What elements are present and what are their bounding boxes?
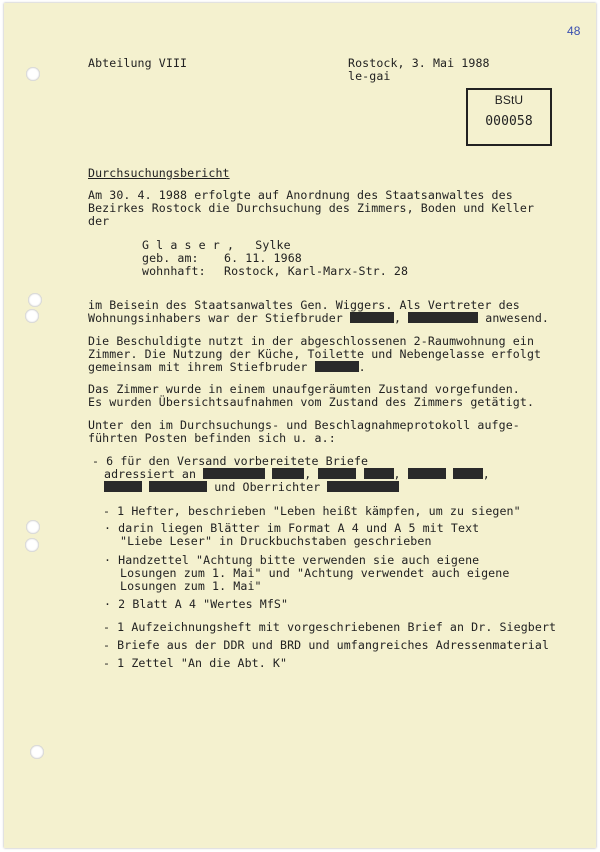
- redaction-block: [350, 312, 394, 323]
- para1-text: anwesend.: [485, 311, 549, 325]
- item3: - 1 Aufzeichnungsheft mit vorgeschriebenen Brief an Dr. Siegbert: [103, 620, 557, 634]
- redaction-block: [408, 312, 478, 323]
- redaction-block: [203, 468, 265, 479]
- stamp-number: 000058: [485, 114, 533, 129]
- item5: - 1 Zettel "An die Abt. K": [103, 656, 288, 670]
- punch-hole: [26, 67, 40, 81]
- page-number: 48: [567, 24, 581, 38]
- address-value: Rostock, Karl-Marx-Str. 28: [224, 264, 409, 278]
- redaction-block: [327, 481, 399, 492]
- para3-line-2: Es wurden Übersichtsaufnahmen vom Zustand des Zimmers getätigt.: [88, 395, 535, 409]
- stamp-label: BStU: [494, 93, 524, 107]
- item2-sub1-line-1: · darin liegen Blätter im Format A 4 und A 5 mit Text: [104, 521, 480, 535]
- person-name: G l a s e r , Sylke: [142, 238, 291, 252]
- place-date: Rostock, 3. Mai 1988: [348, 56, 490, 70]
- bstu-stamp: [466, 88, 552, 146]
- item2-sub3: · 2 Blatt A 4 "Wertes MfS": [104, 597, 289, 611]
- punch-hole: [30, 745, 44, 759]
- item1-line-1: - 6 für den Versand vorbereitete Briefe: [92, 454, 369, 468]
- para2-text: gemeinsam mit ihrem Stiefbruder: [88, 360, 308, 374]
- reference-code: le-gai: [348, 69, 391, 83]
- redaction-block: [272, 468, 304, 479]
- born-label: geb. am:: [142, 251, 199, 265]
- document-page: [4, 3, 596, 848]
- intro-line-1: Am 30. 4. 1988 erfolgte auf Anordnung des Staatsanwaltes des: [88, 188, 513, 202]
- redaction-block: [315, 361, 359, 372]
- para1-text: Wohnungsinhabers war der Stiefbruder: [88, 311, 343, 325]
- redaction-block: [149, 481, 207, 492]
- redaction-block: [364, 468, 394, 479]
- item2-sub1-line-2: "Liebe Leser" in Druckbuchstaben geschrieben: [120, 534, 432, 548]
- comma: ,: [393, 311, 402, 325]
- redaction-block: [408, 468, 446, 479]
- comma: ,: [393, 467, 401, 481]
- punch-hole: [28, 293, 42, 307]
- punch-hole: [25, 538, 39, 552]
- item1-text: adressiert an: [104, 467, 197, 481]
- intro-line-3: der: [88, 214, 110, 228]
- para1-line-1: im Beisein des Staatsanwaltes Gen. Wiggers. Als Vertreter des: [88, 298, 520, 312]
- item2-sub2-line-1: · Handzettel "Achtung bitte verwenden sie auch eigene: [104, 553, 480, 567]
- document-title: Durchsuchungsbericht: [88, 166, 230, 180]
- born-value: 6. 11. 1968: [224, 251, 302, 265]
- para1-line-2: [88, 312, 549, 325]
- item1-line-3: [104, 481, 399, 494]
- item2-sub2-line-2: Losungen zum 1. Mai" und "Achtung verwendet auch eigene: [120, 566, 510, 580]
- comma: ,: [482, 467, 490, 481]
- para3-line-1: Das Zimmer wurde in einem unaufgeräumten Zustand vorgefunden.: [88, 382, 520, 396]
- comma: ,: [304, 467, 312, 481]
- item2-line-1: - 1 Hefter, beschrieben "Leben heißt kämpfen, um zu siegen": [103, 504, 521, 518]
- punch-hole: [25, 309, 39, 323]
- redaction-block: [453, 468, 483, 479]
- redaction-block: [318, 468, 356, 479]
- para2-line-2: Zimmer. Die Nutzung der Küche, Toilette und Nebengelasse erfolgt: [88, 347, 542, 361]
- intro-line-2: Bezirkes Rostock die Durchsuchung des Zimmers, Boden und Keller: [88, 201, 535, 215]
- para2-line-3: [88, 361, 366, 374]
- redaction-block: [104, 481, 142, 492]
- para4-line-2: führten Posten befinden sich u. a.:: [88, 431, 336, 445]
- item2-sub2-line-3: Losungen zum 1. Mai": [120, 579, 262, 593]
- period: .: [358, 360, 366, 374]
- address-label: wohnhaft:: [142, 264, 206, 278]
- para4-line-1: Unter den im Durchsuchungs- und Beschlagnahmeprotokoll aufge-: [88, 418, 520, 432]
- punch-hole: [26, 520, 40, 534]
- item4: - Briefe aus der DDR und BRD und umfangreiches Adressenmaterial: [103, 638, 550, 652]
- department-label: Abteilung VIII: [88, 56, 188, 70]
- para2-line-1: Die Beschuldigte nutzt in der abgeschlossenen 2-Raumwohnung ein: [88, 334, 535, 348]
- item1-text: und Oberrichter: [214, 480, 321, 494]
